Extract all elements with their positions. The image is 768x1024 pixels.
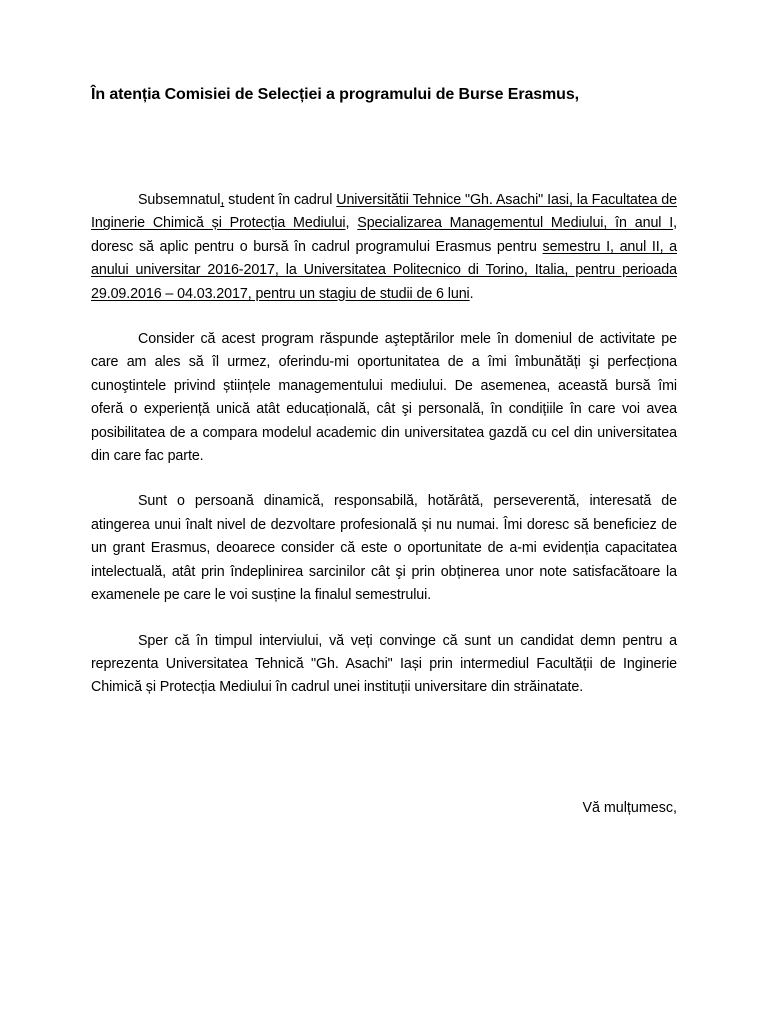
letter-heading: În atenția Comisiei de Selecției a programului de Burse Erasmus, xyxy=(91,86,579,103)
intro-text-4: , doresc să aplic pentru o bursă în cadrul programului Erasmus pentru xyxy=(91,215,677,255)
paragraph-motivation: Consider că acest program răspunde aşteptărilor mele în domeniul de activitate pe care am ales să îl urmez, oferindu-mi oportunitatea de a îmi îmbunătăți şi perfecționa cunoştintele privind științele managementului mediului. De asemenea, această bursă îmi oferă o experiență unică atât educațională, cât şi personală, în condițiile în care voi avea posibilitatea de a compara modelul academic din universitatea gazdă cu cel din universitatea din care fac parte. xyxy=(91,331,677,465)
letter-body xyxy=(91,189,677,722)
paragraph-interview: Sper că în timpul interviului, vă veți convinge că sunt un candidat demn pentru a reprezenta Universitatea Tehnică "Gh. Asachi" Iași prin intermediul Facultății de Inginerie Chimică și Protecția Mediului în cadrul unei instituții universitare din străinatate. xyxy=(91,632,677,696)
intro-text-1: Subsemnatul xyxy=(138,192,221,208)
intro-comma: , xyxy=(220,192,225,208)
university-faculty-text: Universitătii Tehnice "Gh. Asachi" Iasi, la Facultatea de Inginerie Chimică și Protecția Mediului xyxy=(91,192,677,232)
mobility-period-text: semestru I, anul II, a anului universitar 2016-2017, la Universitatea Politecnico di Torino, Italia, pentru perioada 29.09.2016 – 04.03.2017, pentru un stagiu de studii de 6 luni xyxy=(91,238,677,302)
specialization-text: Specializarea Managementul Mediului, în anul I xyxy=(357,215,674,232)
intro-text-2: student în cadrul xyxy=(224,192,337,208)
intro-text-5: . xyxy=(469,285,474,302)
paragraph-personal-qualities: Sunt o persoană dinamică, responsabilă, hotărâtă, perseverentă, interesată de atingerea unui înalt nivel de dezvoltare profesională și nu numai. Îmi doresc să beneficiez de un grant Erasmus, deoarece consider că este o oportunitate de a-mi evidenția capacitatea intelectuală, atât prin îndeplinirea sarcinilor cât şi prin obținerea unor note satisfacătoare la examenele pe care le voi susține la finalul semestrului. xyxy=(91,493,677,604)
letter-closing: Vă mulțumesc, xyxy=(582,800,677,816)
intro-text-3: , xyxy=(345,215,358,232)
paragraph-introduction xyxy=(91,189,677,306)
